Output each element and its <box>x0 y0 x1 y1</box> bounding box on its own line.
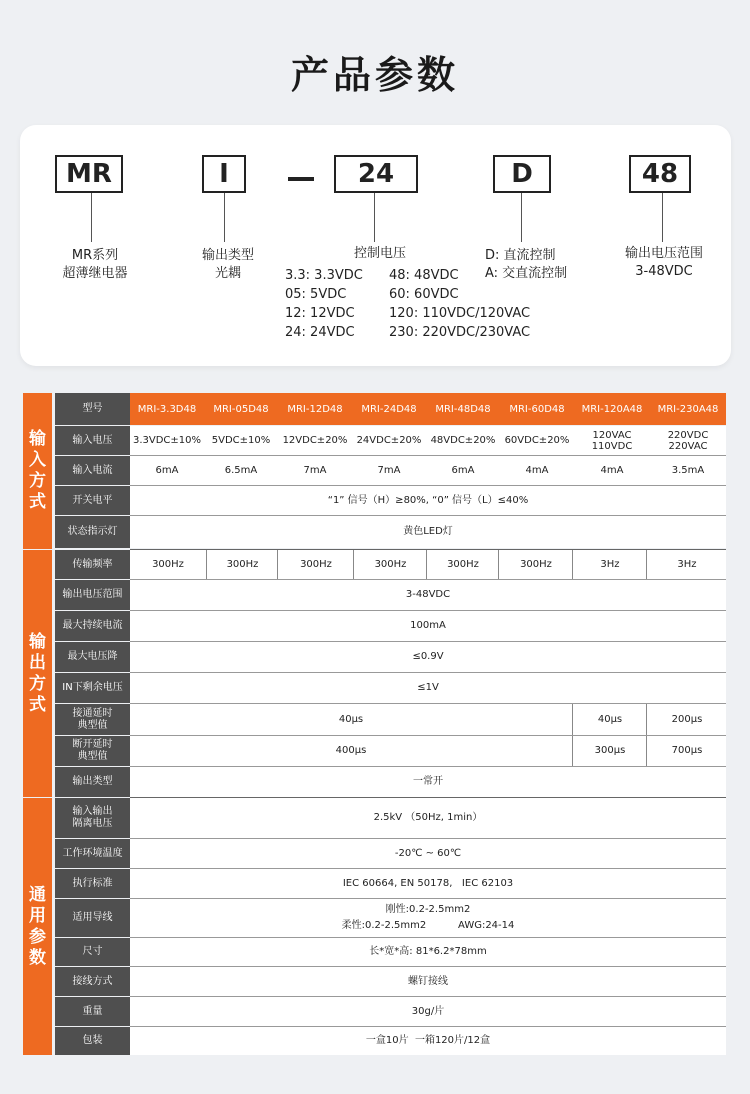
table-cell: 5VDC±10% <box>211 434 271 446</box>
model-code-card <box>20 125 731 366</box>
model-name: MRI-60D48 <box>509 403 565 415</box>
row-label: 尺寸 <box>55 938 130 966</box>
row-label-model: 型号 <box>55 393 130 425</box>
table-row <box>130 516 726 548</box>
table-cell <box>130 899 726 937</box>
connector-line <box>91 193 92 242</box>
row-label: 传输频率 <box>55 550 130 579</box>
control-voltage-title: 控制电压 <box>353 246 406 261</box>
connector-line <box>224 193 225 242</box>
row-label: 执行标准 <box>55 869 130 898</box>
model-name: MRI-3.3D48 <box>137 403 197 415</box>
model-name: MRI-120A48 <box>581 403 643 415</box>
code-box-control: D <box>493 155 551 193</box>
table-row <box>130 938 726 966</box>
table-row <box>130 611 726 641</box>
table-row <box>130 767 726 797</box>
model-name: MRI-230A48 <box>657 403 719 415</box>
row-label: 最大电压降 <box>55 642 130 672</box>
row-label: 重量 <box>55 997 130 1026</box>
connector-line <box>521 193 522 242</box>
table-row <box>130 899 726 937</box>
wire-rigid: 刚性:0.2-2.5mm2 <box>385 904 471 915</box>
table-cell: 7mA <box>377 464 401 476</box>
table-cell: -20℃ ~ 60℃ <box>394 847 462 859</box>
code-dash <box>288 177 314 181</box>
table-row <box>130 1027 726 1055</box>
code-box-mr: MR <box>55 155 123 193</box>
table-cell: ≤1V <box>417 682 439 693</box>
table-cell: “1” 信号（H）≥80%, “0” 信号（L）≤40% <box>327 494 529 506</box>
group-input: 输入方式 <box>23 393 52 549</box>
row-label: IN下剩余电压 <box>55 673 130 703</box>
series-label: MR系列 超薄继电器 <box>62 248 128 281</box>
code-box-voltage: 24 <box>334 155 418 193</box>
table-row <box>130 550 726 579</box>
row-label: 适用导线 <box>55 899 130 937</box>
code-box-output: 48 <box>629 155 691 193</box>
wire-flexible: 柔性:0.2-2.5mm2 AWG:24-14 <box>341 920 515 931</box>
table-cell: 700μs <box>646 736 727 766</box>
table-row <box>130 798 726 838</box>
table-cell: 40μs <box>338 713 364 725</box>
code-box-type: I <box>202 155 246 193</box>
table-cell: 300Hz <box>152 558 184 570</box>
model-name: MRI-05D48 <box>213 403 269 415</box>
table-cell: 220VDC 220VAC <box>667 429 709 452</box>
row-label: 输入电流 <box>55 456 130 485</box>
table-cell: 300Hz <box>206 550 278 579</box>
model-name: MRI-24D48 <box>361 403 417 415</box>
table-row <box>130 869 726 898</box>
table-cell: 300Hz <box>426 550 499 579</box>
table-cell: 4mA <box>525 464 549 476</box>
table-cell: 300μs <box>572 736 647 766</box>
table-cell: 3Hz <box>572 550 647 579</box>
group-general: 通用参数 <box>23 798 52 1055</box>
table-cell: 300Hz <box>277 550 354 579</box>
table-cell: ≤0.9V <box>412 651 444 662</box>
control-voltage-list-right: 48: 48VDC 60: 60VDC 120: 110VDC/120VAC 230: 220VDC/230VAC <box>389 268 531 340</box>
connector-line <box>662 193 663 242</box>
table-cell: 一常开 <box>413 776 443 787</box>
table-row <box>130 967 726 996</box>
table-cell: 2.5kV （50Hz, 1min） <box>373 812 483 823</box>
row-label: 工作环境温度 <box>55 839 130 868</box>
table-row <box>130 580 726 610</box>
output-range-label: 输出电压范围 3-48VDC <box>624 246 703 279</box>
table-cell: 黄色LED灯 <box>403 526 453 537</box>
table-cell: 48VDC±20% <box>430 434 496 446</box>
row-label: 开关电平 <box>55 486 130 515</box>
table-cell: 400μs <box>335 745 367 756</box>
row-label: 接通延时 典型值 <box>55 704 130 735</box>
model-name: MRI-48D48 <box>435 403 491 415</box>
table-cell: 300Hz <box>353 550 427 579</box>
page-title: 产品参数 <box>290 53 459 97</box>
table-cell: 6mA <box>451 464 475 476</box>
output-type-label: 输出类型 光耦 <box>201 248 254 281</box>
control-mode-label: D: 直流控制 A: 交直流控制 <box>485 248 568 281</box>
table-cell: 100mA <box>410 620 446 631</box>
row-label: 接线方式 <box>55 967 130 996</box>
row-label: 输入输出 隔离电压 <box>55 798 130 838</box>
row-label: 输入电压 <box>55 426 130 455</box>
table-cell: 60VDC±20% <box>504 434 570 446</box>
table-row <box>130 456 726 485</box>
table-cell: 30g/片 <box>411 1005 445 1017</box>
table-cell: 200μs <box>646 704 727 735</box>
table-cell: 3.5mA <box>671 464 705 476</box>
table-row <box>130 642 726 672</box>
table-cell: 6.5mA <box>224 464 258 476</box>
row-label: 输出电压范围 <box>55 580 130 610</box>
group-output: 输出方式 <box>23 550 52 797</box>
connector-line <box>374 193 375 242</box>
spec-table <box>23 393 726 1055</box>
table-cell: 40μs <box>572 704 647 735</box>
table-cell: 3Hz <box>646 550 727 579</box>
table-cell: 长*宽*高: 81*6.2*78mm <box>369 946 487 957</box>
table-cell: 一盒10片 一箱120片/12盒 <box>365 1035 491 1046</box>
table-row <box>130 486 726 515</box>
table-cell: 4mA <box>600 464 624 476</box>
table-cell: 120VAC 110VDC <box>591 429 633 452</box>
table-row <box>130 997 726 1026</box>
control-voltage-list-left: 3.3: 3.3VDC 05: 5VDC 12: 12VDC 24: 24VDC <box>285 268 363 340</box>
table-cell: 螺钉接线 <box>408 975 448 987</box>
table-row <box>130 839 726 868</box>
table-row <box>130 673 726 703</box>
table-cell: 12VDC±20% <box>282 434 348 446</box>
row-label: 状态指示灯 <box>55 516 130 548</box>
table-cell: 7mA <box>303 464 327 476</box>
model-header-row <box>130 393 726 425</box>
table-cell: 6mA <box>155 464 179 476</box>
table-cell: 3.3VDC±10% <box>132 434 202 446</box>
model-name: MRI-12D48 <box>287 403 343 415</box>
table-cell: 300Hz <box>498 550 573 579</box>
row-label: 包装 <box>55 1027 130 1055</box>
table-row <box>130 426 726 455</box>
table-row <box>130 736 726 766</box>
table-cell: 3-48VDC <box>405 589 451 600</box>
table-cell: IEC 60664, EN 50178, IEC 62103 <box>342 877 514 889</box>
table-cell: 24VDC±20% <box>356 434 422 446</box>
row-label: 最大持续电流 <box>55 611 130 641</box>
table-row <box>130 704 726 735</box>
row-label: 输出类型 <box>55 767 130 797</box>
row-label: 断开延时 典型值 <box>55 736 130 766</box>
